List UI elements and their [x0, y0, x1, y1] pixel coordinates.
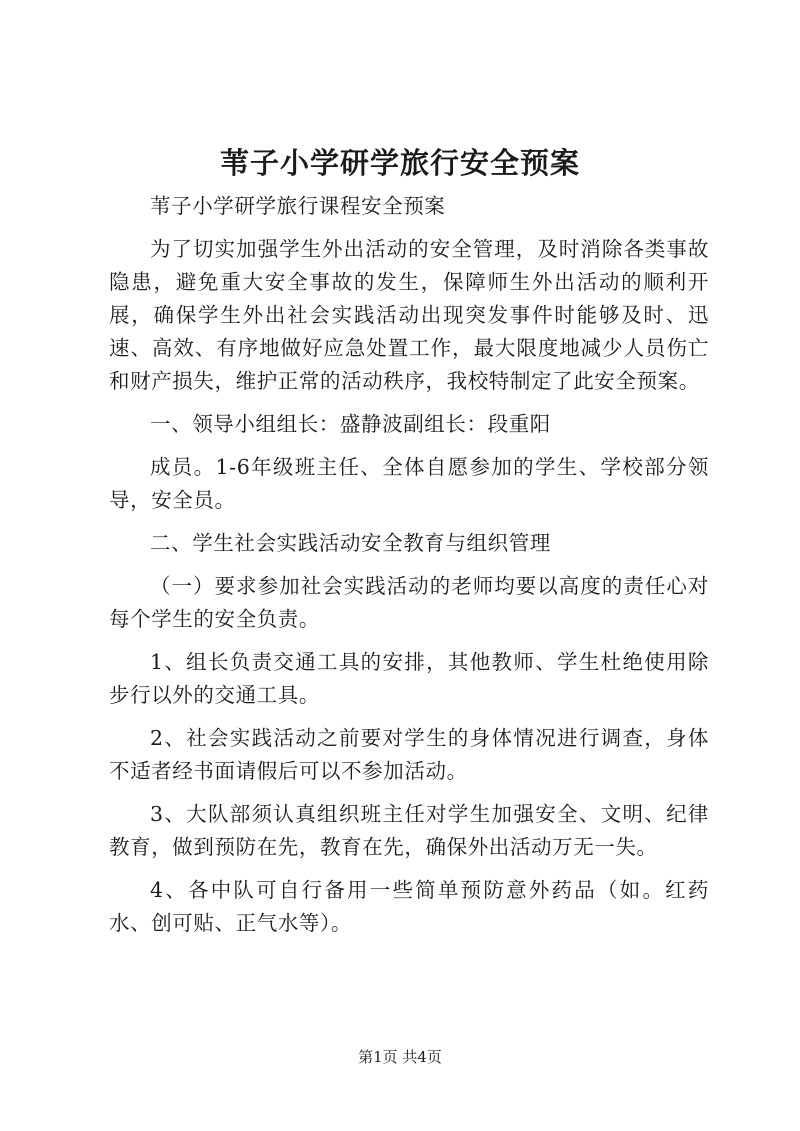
leadership-paragraph: 一、领导小组组长：盛静波副组长：段重阳: [150, 412, 551, 436]
intro-paragraph: 为了切实加强学生外出活动的安全管理，及时消除各类事故隐患，避免重大安全事故的发生，保障师生外出活动的顺利开展，确保学生外出社会实践活动出现突发事件时能够及时、迅速、高效、有序地做好应急处置工作，最大限度地减少人员伤亡和财产损失，维护正常的活动秩序，我校特制定了此安全预案。: [109, 237, 709, 393]
item-2-paragraph: 2、社会实践活动之前要对学生的身体情况进行调查，身体不适者经书面请假后可以不参加活动。: [109, 726, 709, 783]
item-1-paragraph: 1、组长负责交通工具的安排，其他教师、学生杜绝使用除步行以外的交通工具。: [109, 650, 709, 707]
item-3-paragraph: 3、大队部须认真组织班主任对学生加强安全、文明、纪律教育，做到预防在先，教育在先，确保外出活动万无一失。: [109, 802, 709, 859]
section-heading-2: 二、学生社会实践活动安全教育与组织管理: [150, 531, 551, 555]
item-4-paragraph: 4、各中队可自行备用一些简单预防意外药品（如。红药水、创可贴、正气水等）。: [109, 878, 709, 935]
subtitle-paragraph: 苇子小学研学旅行课程安全预案: [150, 194, 446, 218]
requirement-paragraph: （一）要求参加社会实践活动的老师均要以高度的责任心对每个学生的安全负责。: [109, 574, 709, 631]
members-paragraph: 成员。1-6年级班主任、全体自愿参加的学生、学校部分领导，安全员。: [109, 455, 709, 512]
page-number-footer: 第1页 共4页: [358, 1048, 442, 1066]
document-body: [109, 190, 709, 950]
document-title: 苇子小学研学旅行安全预案: [219, 146, 580, 180]
